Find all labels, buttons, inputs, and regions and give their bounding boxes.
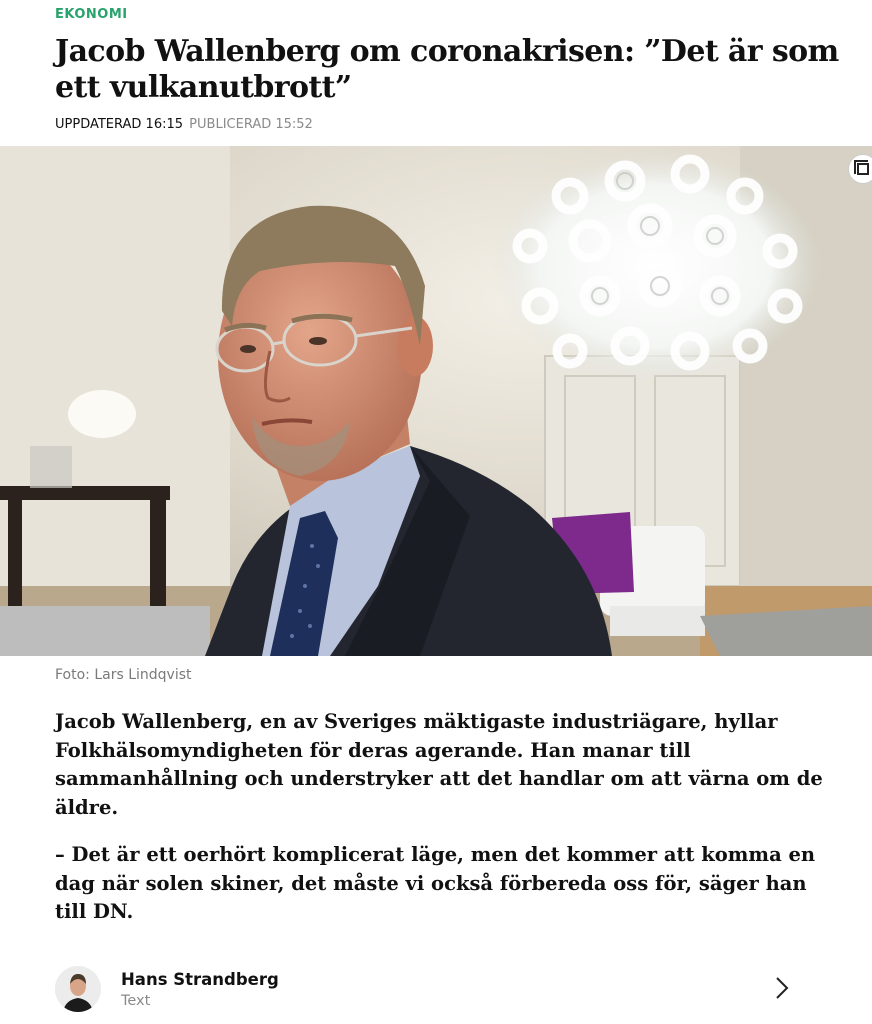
published-time: PUBLICERAD 15:52 xyxy=(189,117,313,132)
author-name[interactable]: Hans Strandberg xyxy=(121,969,279,989)
chevron-right-icon[interactable] xyxy=(767,974,795,1002)
article-lead: Jacob Wallenberg, en av Sveriges mäktigaste industriägare, hyllar Folkhälsomyndigheten för deras agerande. Han manar till sammanhållning och understryker att det handlar om att värna om de äldre. xyxy=(55,710,823,819)
updated-time: UPPDATERAD 16:15 xyxy=(55,117,184,132)
hero-image[interactable] xyxy=(0,146,872,656)
article-quote: – Det är ett oerhört komplicerat läge, men det kommer att komma en dag när solen skiner, det måste vi också förbereda oss för, säger han till DN. xyxy=(55,843,816,923)
author-text xyxy=(121,970,279,1009)
author-role: Text xyxy=(121,992,151,1009)
author-avatar[interactable] xyxy=(55,966,101,1012)
photo-caption: Foto: Lars Lindqvist xyxy=(55,667,192,683)
article-meta xyxy=(55,117,313,132)
author-byline[interactable] xyxy=(55,964,795,1014)
gallery-icon xyxy=(857,163,869,175)
section-label[interactable]: EKONOMI xyxy=(55,7,128,22)
article-headline: Jacob Wallenberg om coronakrisen: ”Det är som ett vulkanutbrott” xyxy=(55,34,839,105)
gallery-button[interactable] xyxy=(848,154,872,184)
